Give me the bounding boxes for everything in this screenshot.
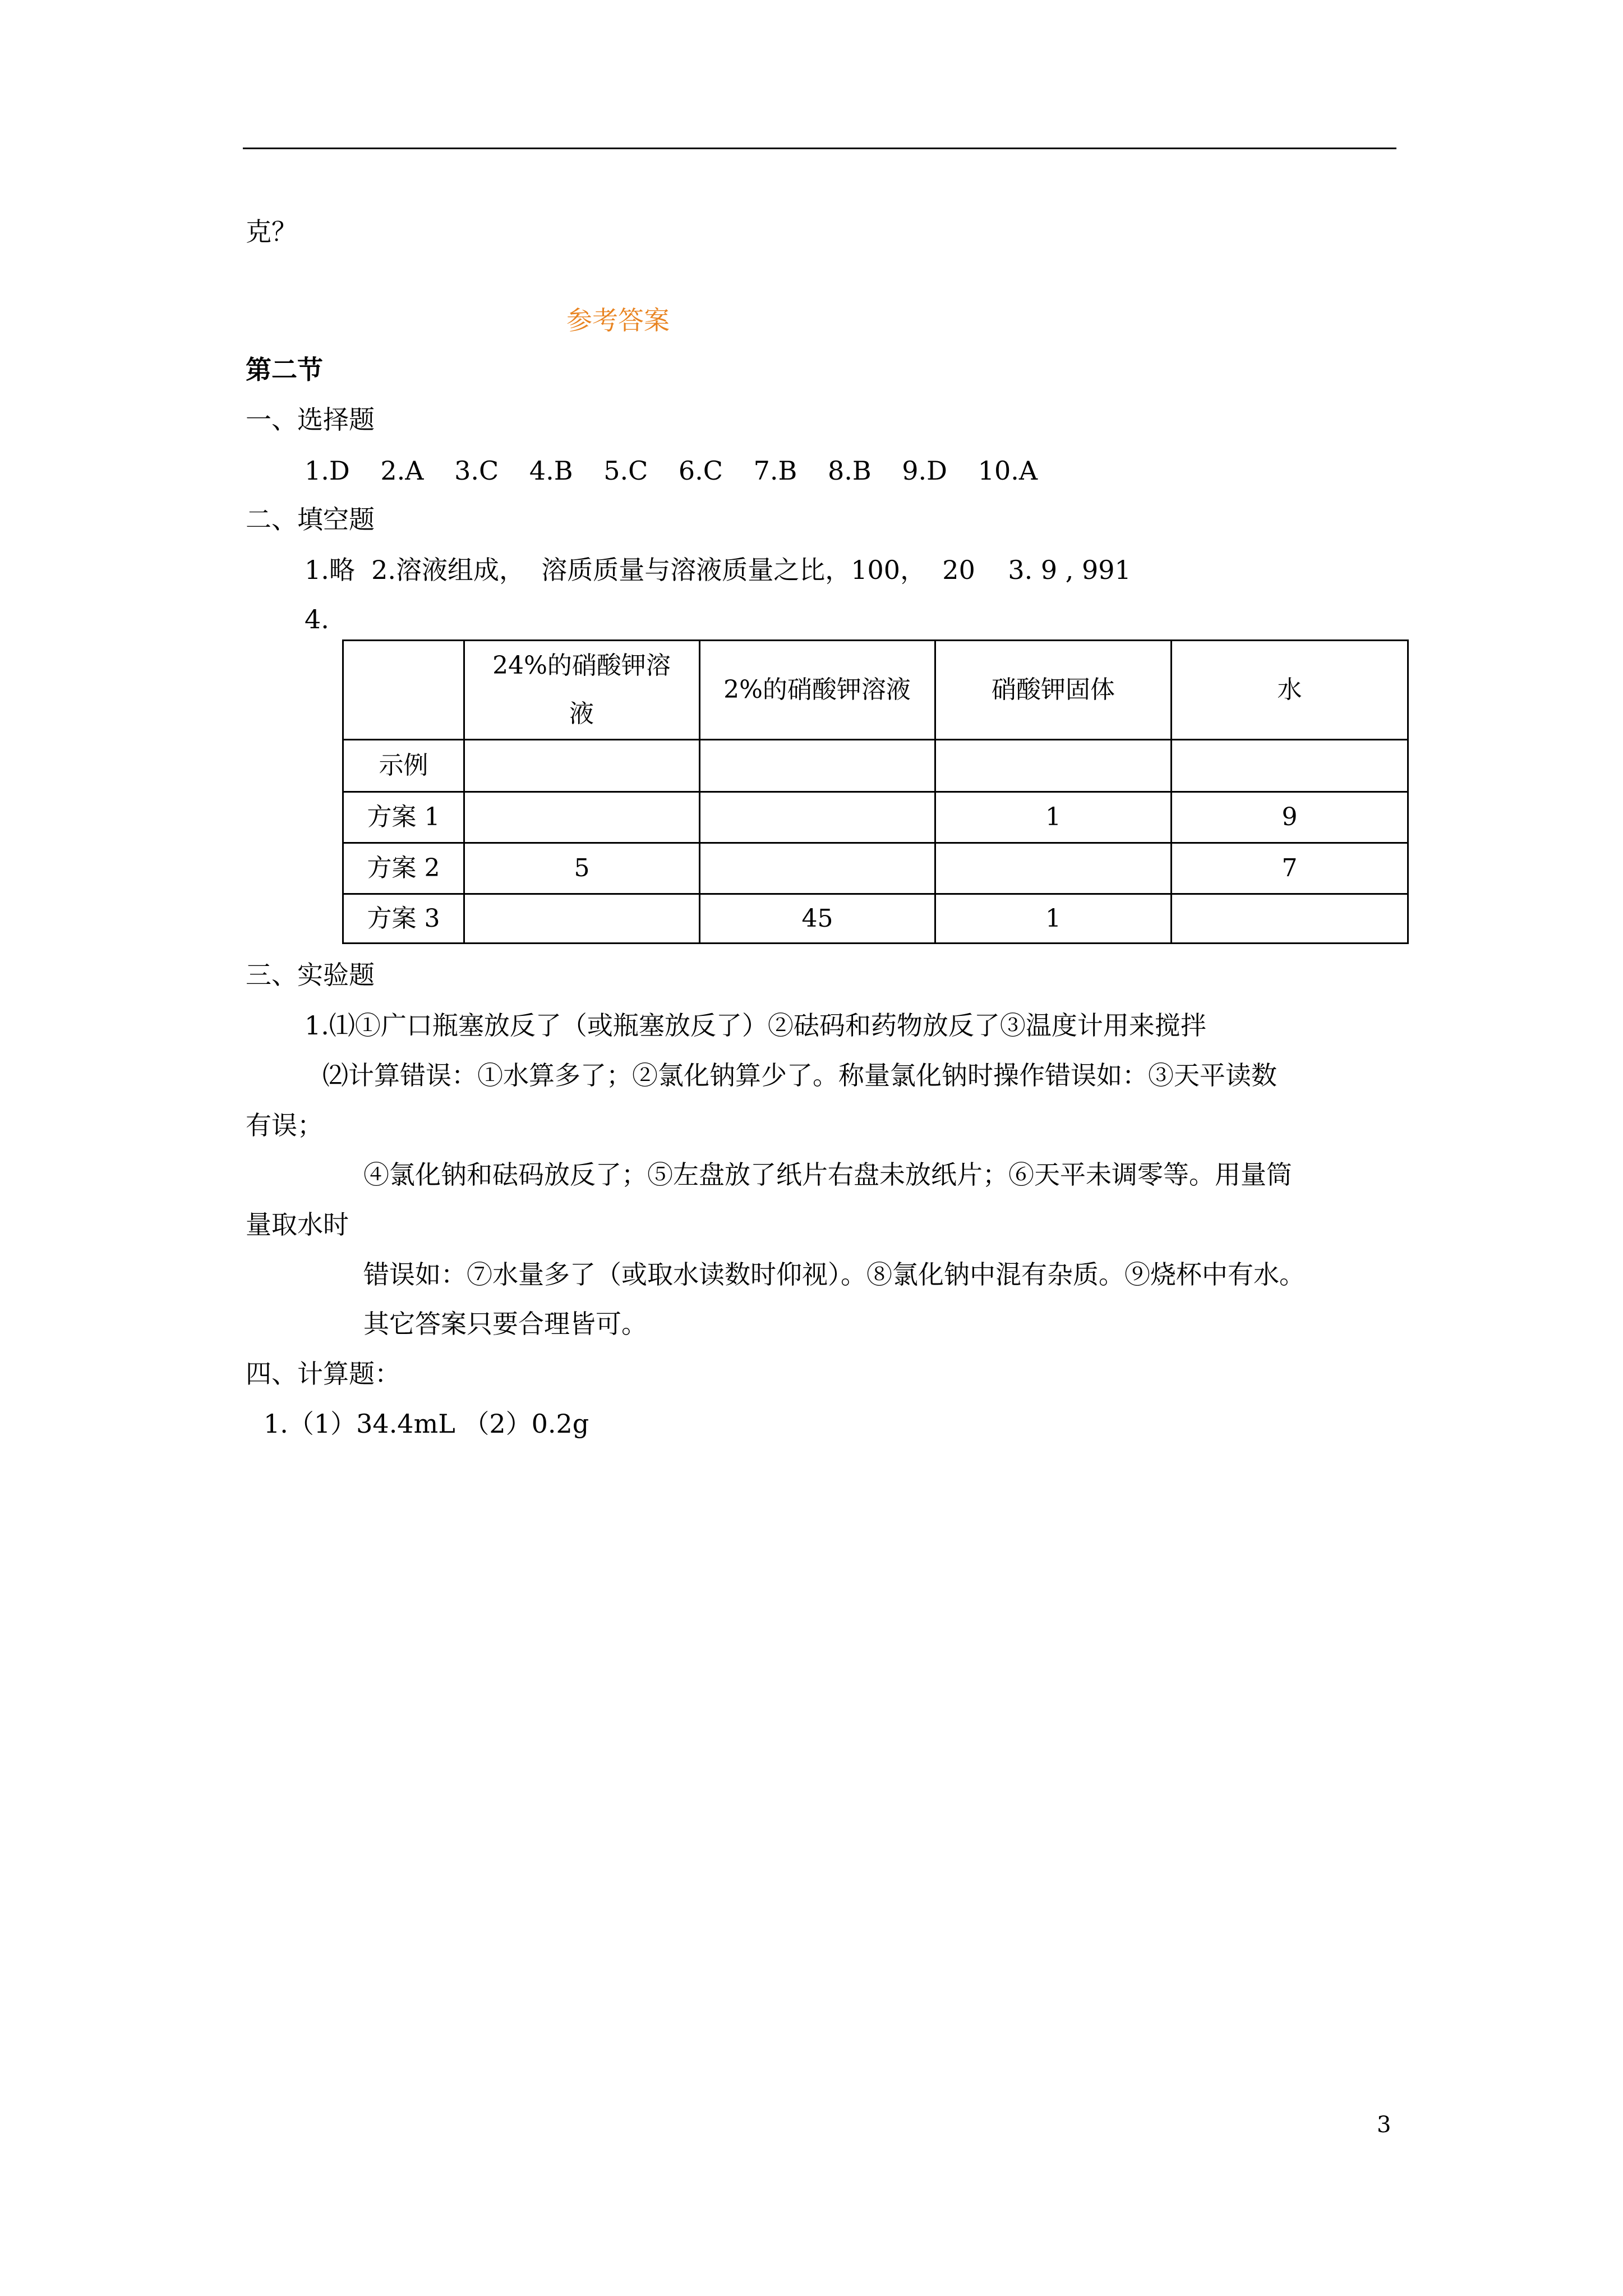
table-cell: 9 — [1281, 803, 1298, 831]
continuation-text: 克？ — [246, 217, 297, 247]
table-row-label: 方案 2 — [367, 854, 440, 882]
table-row-label: 方案 1 — [367, 803, 440, 831]
table-rule — [342, 739, 1409, 740]
table-row-label: 方案 3 — [367, 904, 440, 933]
table-header-cell: 硝酸钾固体 — [992, 675, 1115, 704]
answer-7: 7.B — [753, 455, 797, 486]
table-cell: 45 — [801, 904, 833, 933]
answer-3: 3.C — [454, 455, 499, 486]
answer-6: 6.C — [678, 455, 723, 486]
answer-5: 5.C — [603, 455, 648, 486]
answer-title: 参考答案 — [566, 305, 670, 335]
table-cell: 7 — [1281, 854, 1298, 882]
part3-line2: ⑵计算错误：①水算多了；②氯化钠算少了。称量氯化钠时操作错误如：③天平读数 — [322, 1060, 1277, 1091]
part4-line1: 1.（1）34.4mL （2）0.2g — [264, 1409, 589, 1439]
part3-line4: ④氯化钠和砝码放反了；⑤左盘放了纸片右盘未放纸片；⑥天平未调零等。用量筒 — [363, 1159, 1292, 1190]
part2-line1: 1.略 2.溶液组成， 溶质质量与溶液质量之比，100， 20 3. 9 , 991 — [305, 555, 1131, 585]
part3-heading: 三、实验题 — [246, 960, 375, 990]
table-header-cell: 24%的硝酸钾溶液 — [492, 651, 671, 728]
part3-line6: 错误如：⑦水量多了（或取水读数时仰视）。⑧氯化钠中混有杂质。⑨烧杯中有水。 — [363, 1259, 1305, 1290]
part4-heading: 四、计算题： — [246, 1359, 400, 1389]
answer-9: 9.D — [902, 455, 948, 486]
table-header-cell: 水 — [1277, 675, 1302, 704]
part3-line3: 有误； — [246, 1110, 323, 1140]
part3-line1: 1.⑴①广口瓶塞放反了（或瓶塞放反了）②砝码和药物放反了③温度计用来搅拌 — [305, 1010, 1206, 1041]
table-cell: 1 — [1045, 904, 1061, 933]
answer-10: 10.A — [978, 455, 1038, 486]
part1-answers — [305, 455, 1038, 486]
section-title: 第二节 — [246, 355, 323, 385]
part2-line2: 4. — [305, 604, 329, 634]
answer-2: 2.A — [380, 455, 424, 486]
answer-1: 1.D — [305, 455, 350, 486]
page-number: 3 — [1377, 2112, 1391, 2138]
table-rule — [1407, 639, 1409, 944]
part1-heading: 一、选择题 — [246, 404, 375, 435]
table-cell: 5 — [574, 854, 590, 882]
part2-heading: 二、填空题 — [246, 504, 375, 535]
part3-line5: 量取水时 — [246, 1209, 349, 1240]
table-header-cell: 2%的硝酸钾溶液 — [723, 675, 911, 704]
answer-8: 8.B — [827, 455, 872, 486]
table-rule — [342, 942, 1409, 944]
table-cell: 1 — [1045, 803, 1061, 831]
answer-4: 4.B — [529, 455, 573, 486]
part3-line7: 其它答案只要合理皆可。 — [363, 1309, 647, 1339]
header-rule — [243, 148, 1396, 149]
table-rule — [463, 639, 465, 944]
table-row-label: 示例 — [379, 751, 428, 780]
